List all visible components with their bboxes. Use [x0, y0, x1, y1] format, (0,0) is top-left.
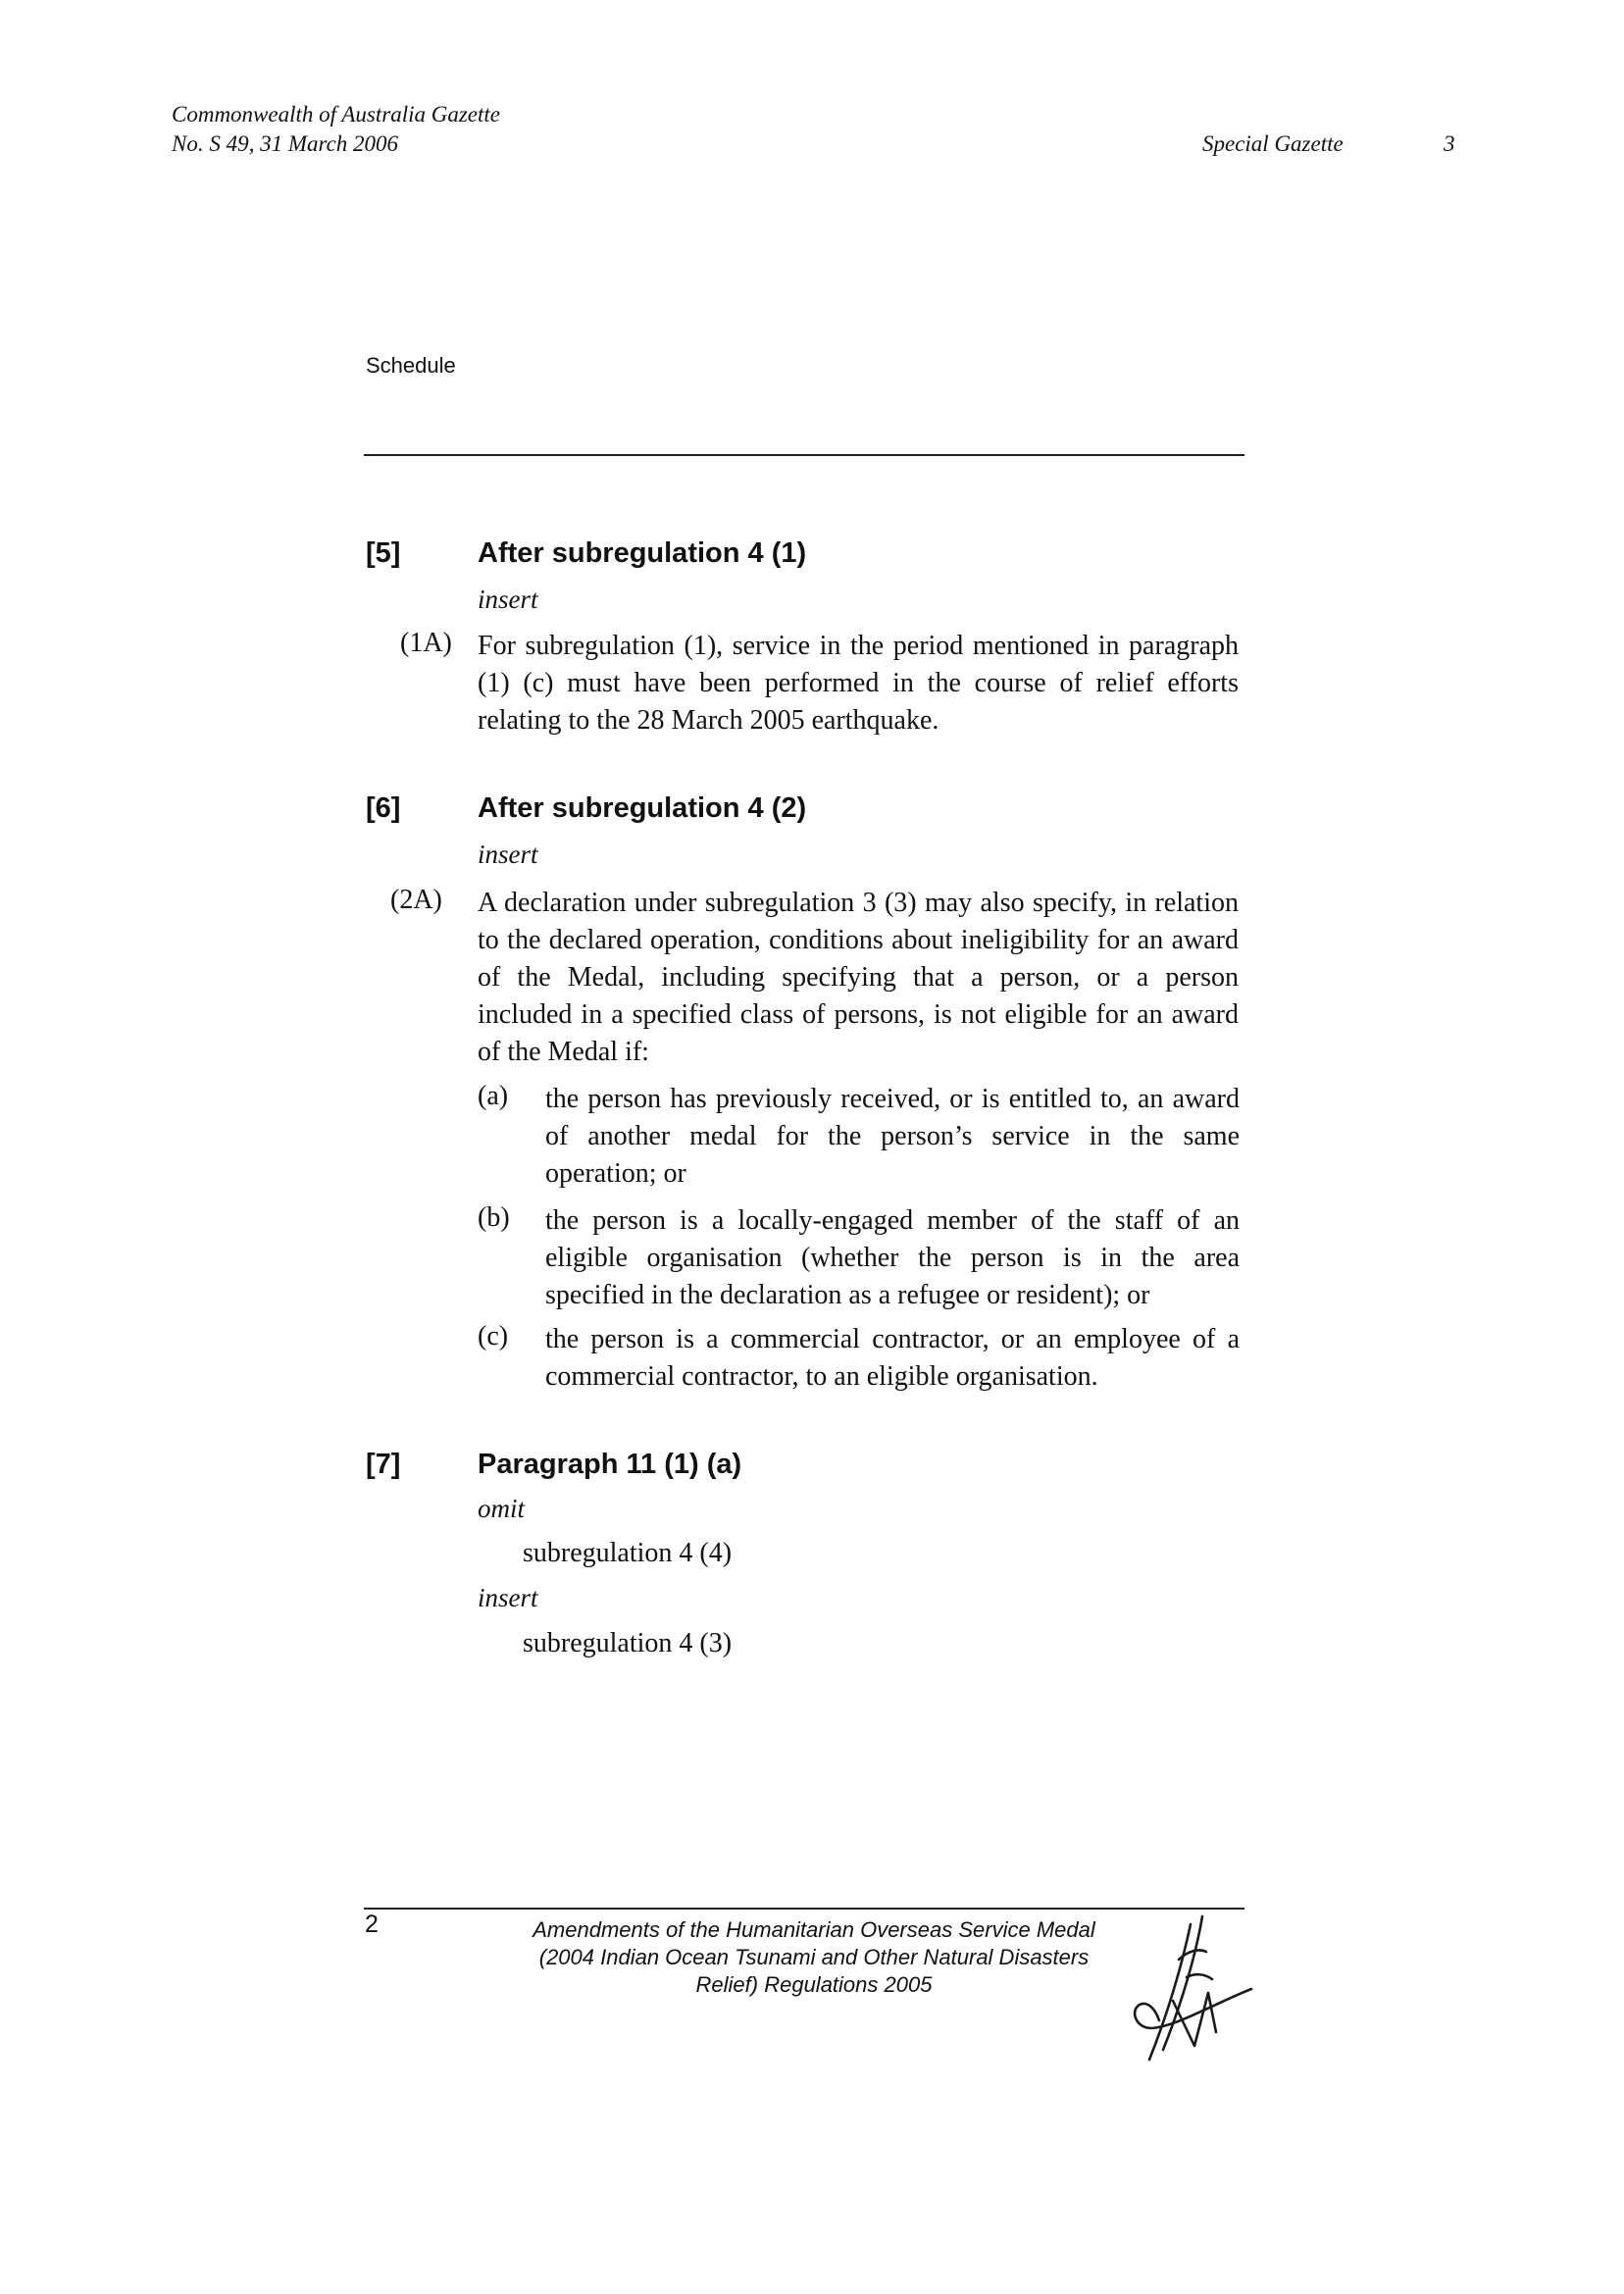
schedule-rule — [364, 454, 1244, 456]
subregulation-label-1a: (1A) — [400, 628, 452, 658]
item-number-5: [5] — [366, 537, 401, 569]
gazette-issue: No. S 49, 31 March 2006 — [172, 131, 399, 156]
subregulation-text-1a: For subregulation (1), service in the period mentioned in paragraph (1) (c) must have been performed in the course of relief efforts relating to the 28 March 2005 earthquake. — [478, 631, 1239, 736]
special-gazette-label: Special Gazette — [1202, 131, 1344, 156]
gazette-header — [172, 100, 500, 159]
item-action-5: insert — [478, 585, 538, 614]
item-heading-7: Paragraph 11 (1) (a) — [478, 1449, 742, 1480]
item-action-6: insert — [478, 840, 538, 869]
handwritten-signature — [1118, 1903, 1255, 2069]
gazette-title: Commonwealth of Australia Gazette — [172, 102, 500, 127]
paragraph-label-a: (a) — [478, 1081, 509, 1111]
gazette-page-number: 3 — [1444, 131, 1455, 156]
footer-title-line-3: Relief) Regulations 2005 — [695, 1972, 933, 1997]
footer-rule — [364, 1908, 1244, 1910]
subregulation-text-2a: A declaration under subregulation 3 (3) may also specify, in relation to the declared operation, conditions about ineligibility for an award of the Medal, including specifying that a person, or a person included in a specified class of persons, is not eligible for an award of the Medal if: — [478, 888, 1239, 1067]
paragraph-text-b: the person is a locally-engaged member of the staff of an eligible organisation (whether the person is in the area specified in the declaration as a refugee or resident); or — [545, 1205, 1240, 1310]
item-action-omit: omit — [478, 1494, 526, 1523]
paragraph-label-b: (b) — [478, 1202, 510, 1233]
item-number-7: [7] — [366, 1449, 401, 1480]
footer-title — [510, 1916, 1118, 1999]
paragraph-text-c: the person is a commercial contractor, or an employee of a commercial contractor, to an eligible organisation. — [545, 1324, 1240, 1392]
item-number-6: [6] — [366, 792, 401, 824]
item-heading-5: After subregulation 4 (1) — [478, 537, 807, 569]
omit-text: subregulation 4 (4) — [523, 1538, 733, 1568]
footer-title-line-2: (2004 Indian Ocean Tsunami and Other Natural Disasters — [538, 1945, 1090, 1969]
subregulation-label-2a: (2A) — [390, 885, 442, 915]
item-heading-6: After subregulation 4 (2) — [478, 792, 807, 824]
insert-text: subregulation 4 (3) — [523, 1628, 733, 1658]
footer-page-number: 2 — [365, 1911, 379, 1938]
paragraph-label-c: (c) — [478, 1321, 509, 1351]
item-action-insert: insert — [478, 1583, 538, 1612]
schedule-label: Schedule — [366, 353, 456, 378]
footer-title-line-1: Amendments of the Humanitarian Overseas Service Medal — [533, 1917, 1095, 1942]
paragraph-text-a: the person has previously received, or is entitled to, an award of another medal for the person’s service in the same operation; or — [545, 1084, 1240, 1189]
